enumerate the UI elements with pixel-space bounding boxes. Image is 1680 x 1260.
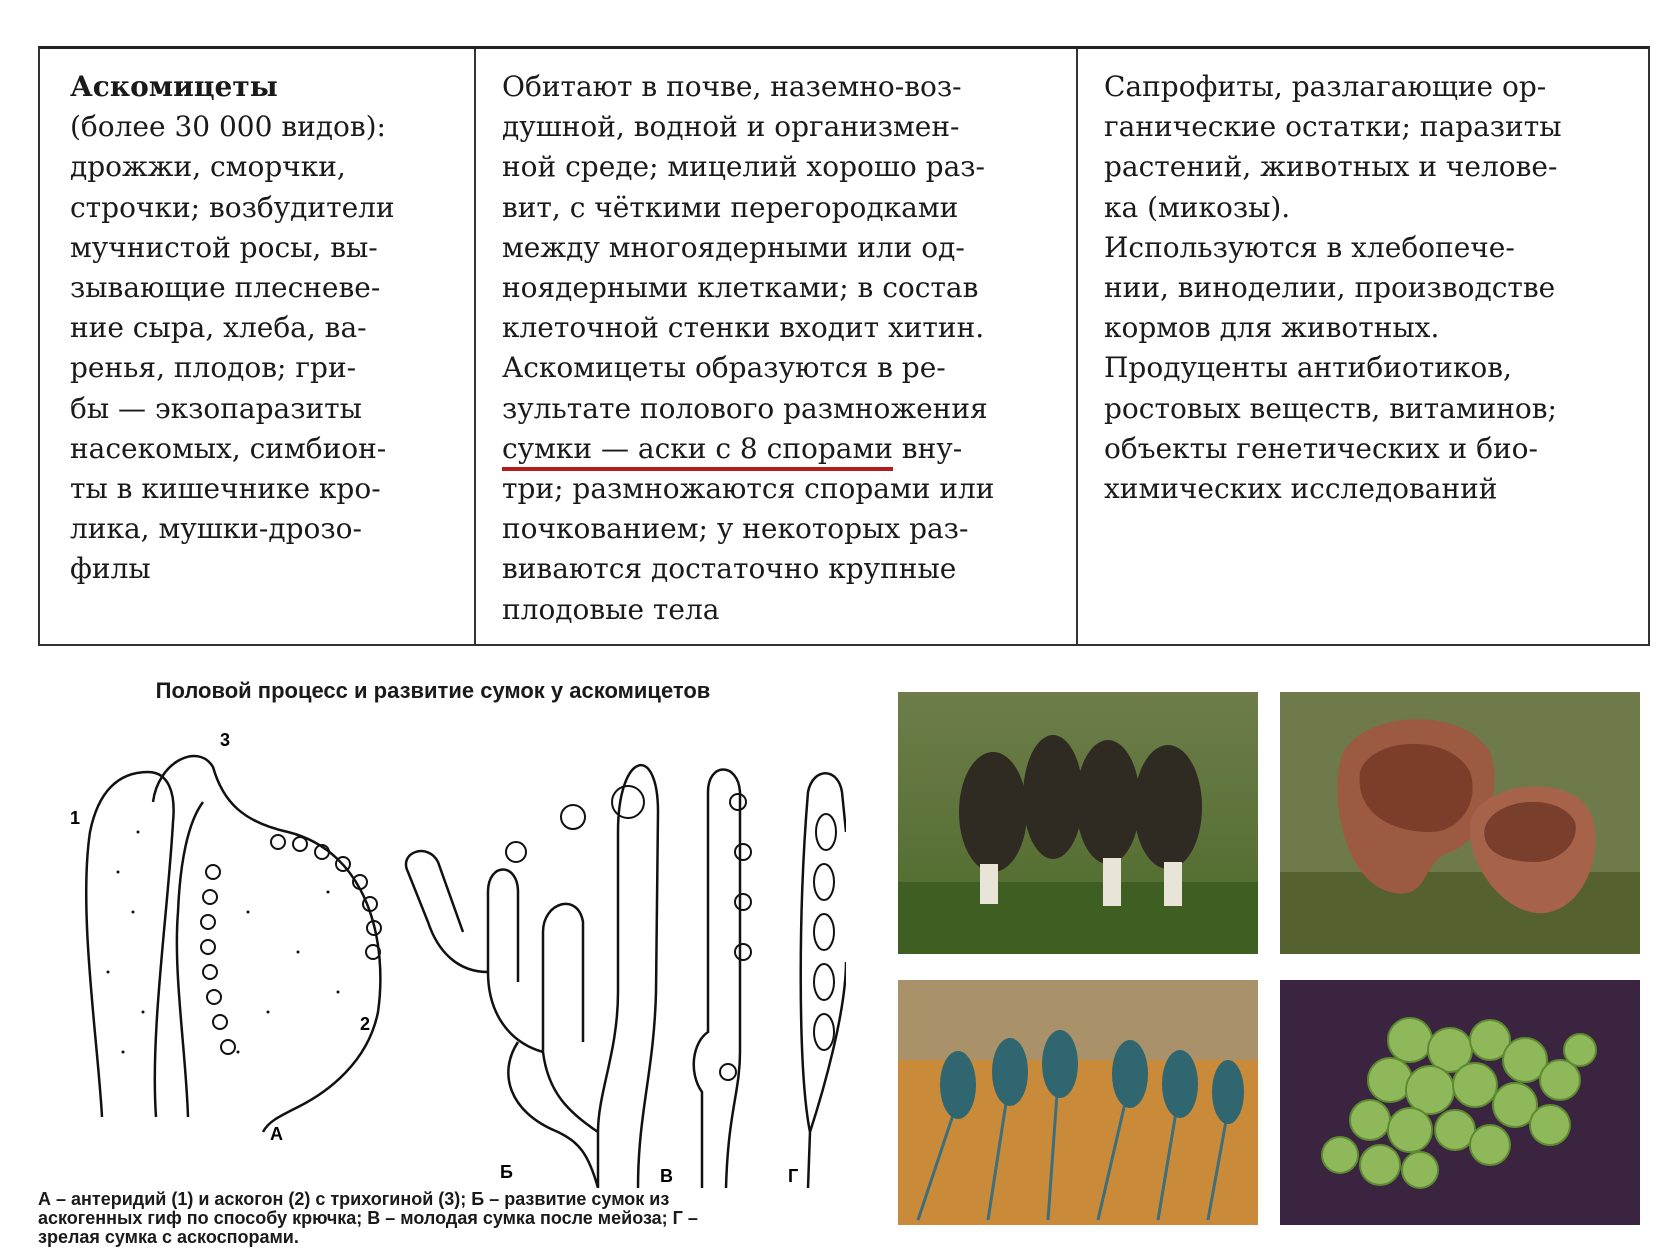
taxon-line: ние сыра, хлеба, ва- — [70, 311, 367, 345]
features-line: три; размножаются спорами или — [502, 472, 995, 506]
table-col-taxon — [40, 49, 474, 644]
significance-line: Используются в хлебопече- — [1104, 230, 1515, 264]
features-text-end — [502, 469, 1054, 630]
taxon-line: дрожжи, сморчки, — [70, 150, 346, 184]
taxon-line: бы — экзопаразиты — [70, 391, 362, 425]
ascus-diagram — [38, 672, 846, 1260]
ascogonium-shape — [153, 756, 380, 1132]
underlined-phrase: сумки — аски с 8 спорами — [502, 432, 893, 471]
significance-line: ростовых веществ, витаминов; — [1104, 391, 1557, 425]
label-2: 2 — [360, 1014, 371, 1034]
cup-fungi-photo — [1280, 692, 1640, 954]
morels-photo — [898, 692, 1258, 954]
caption-line: А – антеридий (1) и аскогон (2) с трихогиной (3); Б – развитие сумок из — [38, 1189, 670, 1209]
label-3: 3 — [220, 730, 231, 750]
taxon-description — [70, 107, 452, 589]
significance-line: Сапрофиты, разлагающие ор- — [1104, 70, 1547, 103]
taxon-line: строчки; возбудители — [70, 190, 395, 224]
significance-para-2 — [1104, 228, 1626, 349]
features-line: Аскомицеты образуются в ре- — [502, 351, 946, 385]
features-line: ной среде; мицелий хорошо раз- — [502, 150, 985, 184]
young-ascus-shape — [694, 770, 740, 1189]
features-line: зультате полового размножения — [502, 391, 988, 425]
taxon-line: мучнистой росы, вы- — [70, 230, 378, 264]
label-1: 1 — [70, 808, 81, 828]
caption-line: аскогенных гиф по способу крючка; В – молодая сумка после мейоза; Г – — [38, 1208, 698, 1228]
features-line: вит, с чёткими перегородками — [502, 190, 959, 224]
yeast-photo — [1280, 980, 1640, 1225]
features-line: Обитают в почве, наземно-воз- — [502, 70, 962, 103]
significance-line: ка (микозы). — [1104, 190, 1291, 224]
taxon-line: филы — [70, 552, 151, 586]
taxon-line: зывающие плесневе- — [70, 271, 381, 305]
label-v: В — [660, 1166, 673, 1186]
significance-line: растений, животных и челове- — [1104, 150, 1558, 184]
taxon-line: ты в кишечнике кро- — [70, 472, 381, 506]
diagram-caption — [38, 1190, 846, 1247]
diagram-drawing — [38, 712, 846, 1188]
significance-para-3 — [1104, 348, 1626, 509]
significance-line: кормов для животных. — [1104, 311, 1440, 345]
features-line: виваются достаточно крупные — [502, 552, 957, 586]
table-col-significance — [1076, 49, 1648, 644]
label-g: Г — [788, 1166, 799, 1186]
significance-line: ганические остатки; паразиты — [1104, 110, 1562, 144]
features-line: душной, водной и организмен- — [502, 110, 960, 144]
diagram-title: Половой процесс и развитие сумок у аскомицетов — [155, 678, 711, 703]
features-line: клеточной стенки входит хитин. — [502, 311, 985, 345]
features-text — [502, 67, 1054, 429]
taxon-line: ренья, плодов; гри- — [70, 351, 357, 385]
hook-hyphae-shape — [406, 765, 658, 1188]
taxon-line: (более 30 000 видов): — [70, 110, 386, 144]
features-line: между многоядерными или од- — [502, 230, 965, 264]
label-a: А — [270, 1124, 283, 1144]
caption-line: зрелая сумка с аскоспорами. — [38, 1227, 299, 1247]
significance-line: нии, виноделии, производстве — [1104, 271, 1556, 305]
significance-para-1 — [1104, 67, 1626, 228]
significance-line: химических исследований — [1104, 472, 1498, 506]
features-line: почкованием; у некоторых раз- — [502, 512, 969, 546]
penicillium-photo — [898, 980, 1258, 1225]
table-col-features — [474, 49, 1076, 644]
features-continuation: вну- — [892, 431, 963, 465]
group-name: Аскомицеты — [70, 70, 278, 103]
taxon-line: насекомых, симбион- — [70, 431, 387, 465]
antheridium-shape — [86, 772, 173, 1117]
significance-line: объекты генетических и био- — [1104, 431, 1538, 465]
info-table — [38, 46, 1650, 646]
mature-ascus-shape — [801, 773, 846, 1188]
label-b: Б — [500, 1162, 513, 1182]
significance-line: Продуценты антибиотиков, — [1104, 351, 1512, 385]
features-line: ноядерными клетками; в состав — [502, 271, 979, 305]
features-line: плодовые тела — [502, 592, 720, 626]
taxon-line: лика, мушки-дрозо- — [70, 512, 362, 546]
